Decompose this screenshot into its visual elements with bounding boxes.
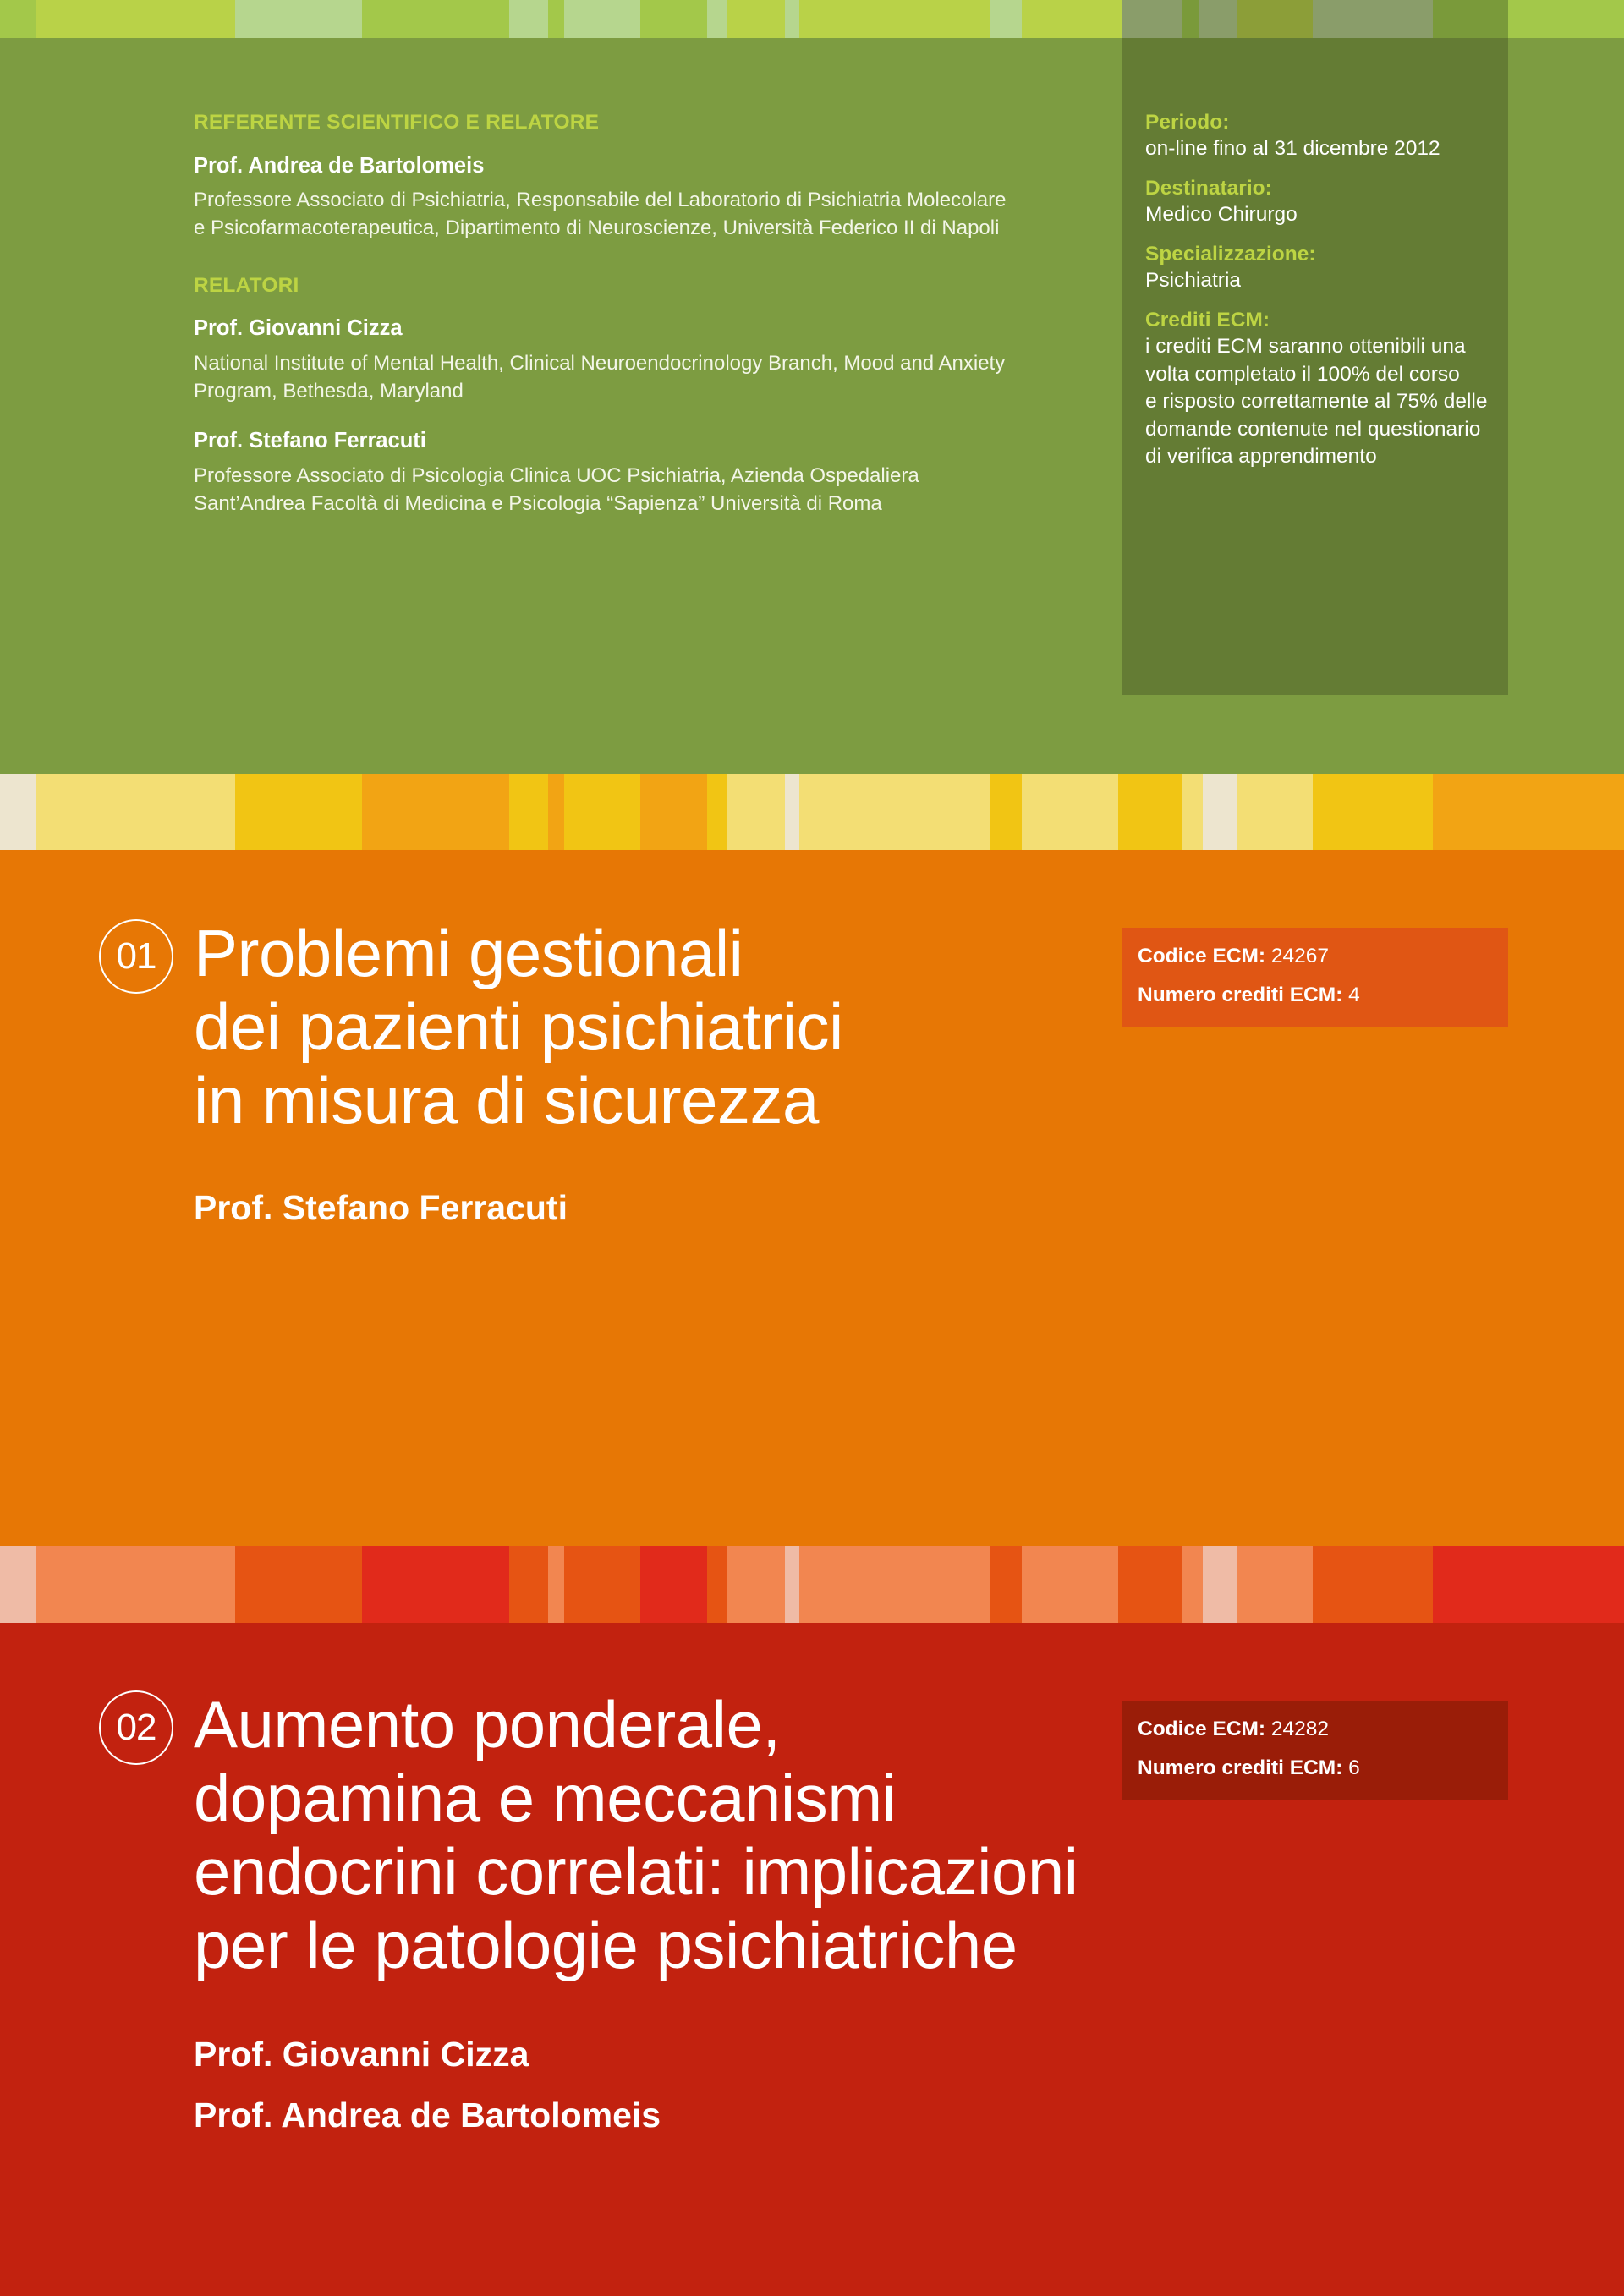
- affiliation-line: Program, Bethesda, Maryland: [194, 380, 464, 403]
- speakers-heading: RELATORI: [194, 274, 299, 297]
- module-02-section: [0, 1623, 1624, 2296]
- module-title-line: dopamina e meccanismi: [194, 1761, 897, 1835]
- stripe-segment: [1022, 0, 1122, 38]
- stripe-segment: [0, 1546, 36, 1623]
- ecm-code: [1138, 945, 1329, 968]
- ecm-info-box: [1122, 1701, 1508, 1800]
- stripe-segment: [727, 774, 785, 850]
- stripe-segment: [799, 0, 990, 38]
- speaker-affiliation: [194, 462, 1056, 518]
- stripe-segment: [1237, 1546, 1313, 1623]
- module-author: Prof. Andrea de Bartolomeis: [194, 2096, 661, 2134]
- stripe-segment: [1237, 0, 1313, 38]
- stripe-segment: [0, 0, 36, 38]
- module-title-line: in misura di sicurezza: [194, 1063, 819, 1137]
- affiliation-line: Sant’Andrea Facoltà di Medicina e Psicologia “Sapienza” Università di Roma: [194, 492, 882, 515]
- stripe-segment: [1199, 0, 1237, 38]
- stripe-segment: [640, 774, 707, 850]
- ecm-credits-value: 4: [1348, 984, 1360, 1006]
- stripe-segment: [1022, 774, 1118, 850]
- credits-line: di verifica apprendimento: [1145, 445, 1377, 468]
- stripe-segment: [640, 0, 707, 38]
- stripe-segment: [509, 1546, 548, 1623]
- stripe-segment: [640, 1546, 707, 1623]
- ecm-credits-label: Numero crediti ECM:: [1138, 984, 1343, 1006]
- stripe-segment: [1182, 0, 1199, 38]
- stripe-segment: [235, 1546, 362, 1623]
- stripe-segment: [1022, 1546, 1118, 1623]
- period-value: on-line fino al 31 dicembre 2012: [1145, 137, 1440, 160]
- stripe-segment: [548, 1546, 564, 1623]
- affiliation-line: e Psicofarmacoterapeutica, Dipartimento di Neuroscienze, Università Federico II di Napoli: [194, 216, 1000, 239]
- speaker-name: Prof. Stefano Ferracuti: [194, 429, 426, 452]
- stripe-segment: [235, 774, 362, 850]
- stripe-segment: [990, 1546, 1022, 1623]
- module-title: [194, 917, 843, 1137]
- stripe-segment: [990, 0, 1022, 38]
- decorative-stripe-band-orange: [0, 774, 1624, 850]
- stripe-segment: [727, 1546, 785, 1623]
- module-01-section: [0, 850, 1624, 1546]
- module-title: [194, 1688, 1078, 1982]
- scientific-lead-name: Prof. Andrea de Bartolomeis: [194, 154, 485, 178]
- stripe-segment: [1118, 1546, 1182, 1623]
- stripe-segment: [799, 774, 990, 850]
- stripe-segment: [362, 0, 509, 38]
- ecm-code-label: Codice ECM:: [1138, 945, 1266, 967]
- period-label: Periodo:: [1145, 111, 1230, 134]
- decorative-stripe-band-red: [0, 1546, 1624, 1623]
- audience-value: Medico Chirurgo: [1145, 203, 1298, 226]
- credits-line: e risposto correttamente al 75% delle: [1145, 390, 1488, 413]
- affiliation-line: Professore Associato di Psichiatria, Responsabile del Laboratorio di Psichiatria Molecolare: [194, 189, 1007, 211]
- module-author: Prof. Giovanni Cizza: [194, 2035, 529, 2074]
- stripe-segment: [1237, 774, 1313, 850]
- scientific-lead-heading: REFERENTE SCIENTIFICO E RELATORE: [194, 111, 600, 134]
- stripe-segment: [362, 1546, 509, 1623]
- scientific-lead-affiliation: [194, 186, 1056, 242]
- stripe-segment: [564, 1546, 640, 1623]
- credits-line: volta completato il 100% del corso: [1145, 362, 1460, 386]
- stripe-segment: [799, 1546, 990, 1623]
- credits-description: [1145, 333, 1501, 471]
- ecm-credits-value: 6: [1348, 1756, 1360, 1779]
- credits-line: i crediti ECM saranno ottenibili una: [1145, 335, 1466, 358]
- stripe-segment: [548, 774, 564, 850]
- stripe-segment: [1313, 774, 1433, 850]
- module-title-line: Aumento ponderale,: [194, 1687, 781, 1762]
- stripe-segment: [1203, 1546, 1237, 1623]
- stripe-segment: [785, 1546, 799, 1623]
- stripe-segment: [1182, 774, 1203, 850]
- specialization-value: Psichiatria: [1145, 269, 1242, 292]
- stripe-segment: [0, 774, 36, 850]
- affiliation-line: National Institute of Mental Health, Clinical Neuroendocrinology Branch, Mood and Anxiety: [194, 352, 1006, 375]
- stripe-segment: [36, 0, 235, 38]
- module-number-badge: 01: [99, 919, 173, 994]
- stripe-segment: [1313, 0, 1433, 38]
- stripe-segment: [785, 774, 799, 850]
- ecm-code: [1138, 1718, 1329, 1741]
- module-title-line: dei pazienti psichiatrici: [194, 989, 843, 1064]
- stripe-segment: [707, 774, 727, 850]
- stripe-segment: [1433, 0, 1508, 38]
- audience-label: Destinatario:: [1145, 177, 1272, 200]
- module-title-line: endocrini correlati: implicazioni: [194, 1834, 1078, 1909]
- speaker-name: Prof. Giovanni Cizza: [194, 316, 403, 340]
- stripe-segment: [1433, 1546, 1624, 1623]
- credits-label: Crediti ECM:: [1145, 309, 1270, 332]
- faculty-section: [0, 0, 1624, 774]
- ecm-code-label: Codice ECM:: [1138, 1718, 1266, 1740]
- module-title-line: per le patologie psichiatriche: [194, 1908, 1018, 1982]
- stripe-segment: [990, 774, 1022, 850]
- module-author: Prof. Stefano Ferracuti: [194, 1188, 568, 1227]
- speaker-affiliation: [194, 349, 1056, 405]
- stripe-segment: [509, 774, 548, 850]
- affiliation-line: Professore Associato di Psicologia Clinica UOC Psichiatria, Azienda Ospedaliera: [194, 464, 919, 487]
- stripe-segment: [36, 1546, 235, 1623]
- stripe-segment: [36, 774, 235, 850]
- stripe-segment: [707, 1546, 727, 1623]
- stripe-segment: [1433, 774, 1624, 850]
- module-number-badge: 02: [99, 1690, 173, 1765]
- stripe-segment: [362, 774, 509, 850]
- stripe-segment: [1508, 0, 1624, 38]
- decorative-stripe-band-green: [0, 0, 1624, 38]
- stripe-segment: [564, 774, 640, 850]
- stripe-segment: [564, 0, 640, 38]
- ecm-code-value: 24282: [1270, 1718, 1330, 1740]
- module-title-line: Problemi gestionali: [194, 916, 743, 990]
- stripe-segment: [1313, 1546, 1433, 1623]
- stripe-segment: [1122, 0, 1182, 38]
- stripe-segment: [1118, 774, 1182, 850]
- ecm-code-value: 24267: [1270, 945, 1330, 967]
- ecm-credits-label: Numero crediti ECM:: [1138, 1756, 1343, 1779]
- ecm-credits: [1138, 1756, 1360, 1780]
- ecm-info-box: [1122, 928, 1508, 1027]
- stripe-segment: [785, 0, 799, 38]
- stripe-segment: [1182, 1546, 1203, 1623]
- stripe-segment: [548, 0, 564, 38]
- stripe-segment: [727, 0, 785, 38]
- stripe-segment: [235, 0, 362, 38]
- ecm-credits: [1138, 984, 1360, 1007]
- stripe-segment: [707, 0, 727, 38]
- stripe-segment: [509, 0, 548, 38]
- specialization-label: Specializzazione:: [1145, 243, 1316, 266]
- credits-line: domande contenute nel questionario: [1145, 417, 1481, 441]
- stripe-segment: [1203, 774, 1237, 850]
